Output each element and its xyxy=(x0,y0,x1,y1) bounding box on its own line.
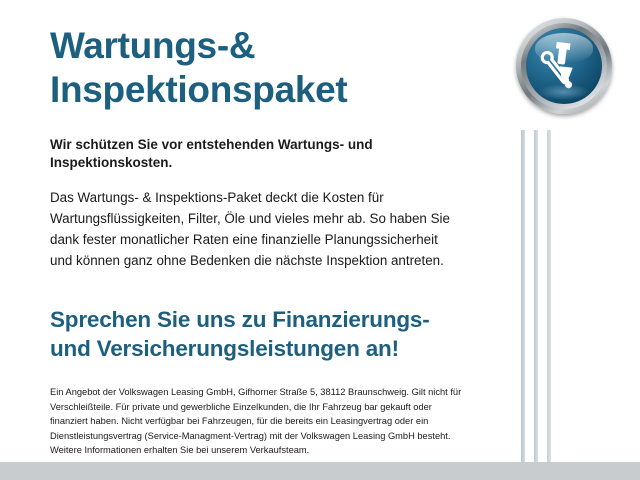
subheading: Sprechen Sie uns zu Finanzierungs- und Versicherungsleistungen an! xyxy=(50,307,430,361)
body-paragraph: Das Wartungs- & Inspektions-Paket deckt die Kosten für Wartungsflüssigkeiten, Filter, Öle und vieles mehr ab. So haben Sie dank fester monatlicher Raten eine finanzielle Planungssicherheit und können ganz ohne Bedenken die nächste Inspektion antreten. xyxy=(50,190,450,268)
badge-bottom-light xyxy=(538,84,590,100)
lead-paragraph: Wir schützen Sie vor entstehenden Wartungs- und Inspektionskosten. xyxy=(50,137,373,170)
bottom-strip xyxy=(0,462,640,480)
vertical-line-1 xyxy=(521,130,525,462)
title-line-1: Wartungs-& xyxy=(50,25,256,66)
decorative-vertical-lines xyxy=(521,130,581,462)
fineprint-paragraph: Ein Angebot der Volkswagen Leasing GmbH, Gifhorner Straße 5, 38112 Braunschweig. Gilt nicht für Verschleißteile. Für private und gewerbliche Einzelkunden, die Ihr Fahrzeug bar gekauft oder finanziert haben. Nicht verfügbar bei Fahrzeugen, für die bereits ein Leasingvertrag oder ein Dienstleistungsvertrag (Service-Managment-Vertrag) mit der Volkswagen Leasing GmbH besteht. Weitere Informationen erhalten Sie bei unserem Verkaufsteam. xyxy=(50,387,462,455)
vertical-line-3 xyxy=(547,130,551,462)
service-badge xyxy=(514,16,618,120)
content-column xyxy=(50,24,470,458)
title-line-2: Inspektionspaket xyxy=(50,69,348,110)
badge-inner-disc xyxy=(526,28,602,104)
vertical-line-2 xyxy=(534,130,538,462)
page-title xyxy=(50,24,470,112)
